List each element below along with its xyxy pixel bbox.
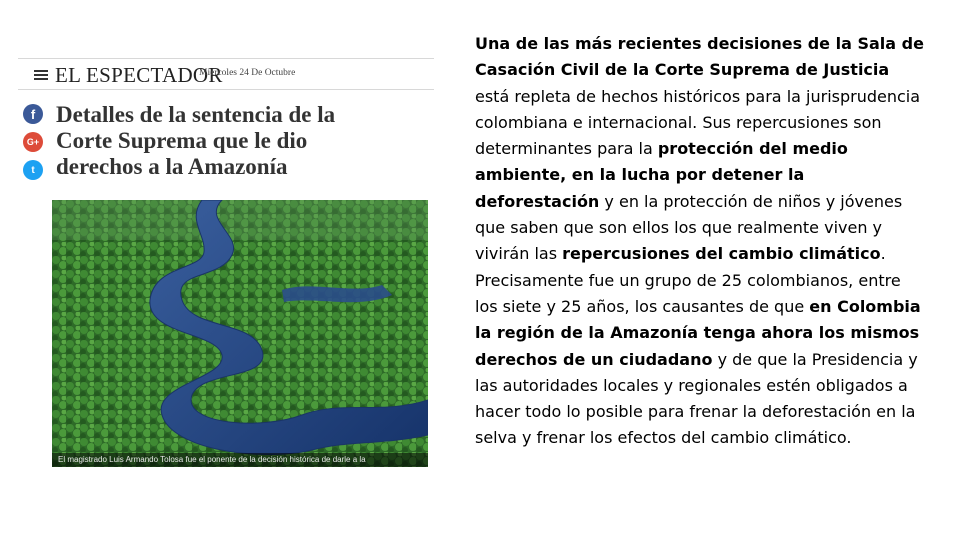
article-screenshot bbox=[18, 58, 434, 468]
body-bold-5: repercusiones del cambio climático bbox=[562, 244, 881, 264]
masthead-date: Miércoles 24 De Octubre bbox=[199, 68, 296, 78]
body-text-6: . Precisamente fue un grupo de 25 colombianos, entre los siete y 25 años, los causantes de que bbox=[475, 244, 901, 316]
facebook-icon[interactable]: f bbox=[23, 104, 43, 124]
body-bold-1: Una de las más recientes decisiones de la Sala de Casación Civil de la Corte Suprema de Justicia bbox=[475, 34, 924, 80]
body-text-8: y de que la Presidencia y las autoridades locales y regionales estén obligados a hacer todo lo posible para frenar la deforestación en la selva y frenar los efectos del cambio climático. bbox=[475, 349, 918, 448]
article-headline: Detalles de la sentencia de la Corte Suprema que le dio derechos a la Amazonía bbox=[56, 102, 336, 179]
body-bold-3: protección del medio ambiente, en la lucha por detener la deforestación bbox=[475, 139, 848, 211]
newspaper-logo[interactable]: EL ESPECTADOR bbox=[55, 63, 223, 87]
twitter-icon[interactable]: t bbox=[23, 160, 43, 180]
body-bold-7: en Colombia la región de la Amazonía tenga ahora los mismos derechos de un ciudadano bbox=[475, 296, 921, 369]
menu-icon[interactable] bbox=[34, 70, 48, 80]
body-paragraph bbox=[475, 31, 925, 452]
amazon-river-photo bbox=[52, 200, 428, 467]
masthead bbox=[18, 58, 434, 90]
photo-caption: El magistrado Luis Armando Tolosa fue el ponente de la decisión histórica de darle a la bbox=[52, 453, 428, 467]
river-aerial-image bbox=[52, 200, 428, 467]
body-text-4: y en la protección de niños y jóvenes que saben que son ellos los que realmente viven y vivirán las bbox=[475, 191, 903, 264]
body-text-2: está repleta de hechos históricos para la jurisprudencia colombiana e internacional. Sus repercusiones son determinantes para la bbox=[475, 86, 921, 159]
google-plus-icon[interactable]: G+ bbox=[23, 132, 43, 152]
share-bar bbox=[23, 104, 45, 188]
